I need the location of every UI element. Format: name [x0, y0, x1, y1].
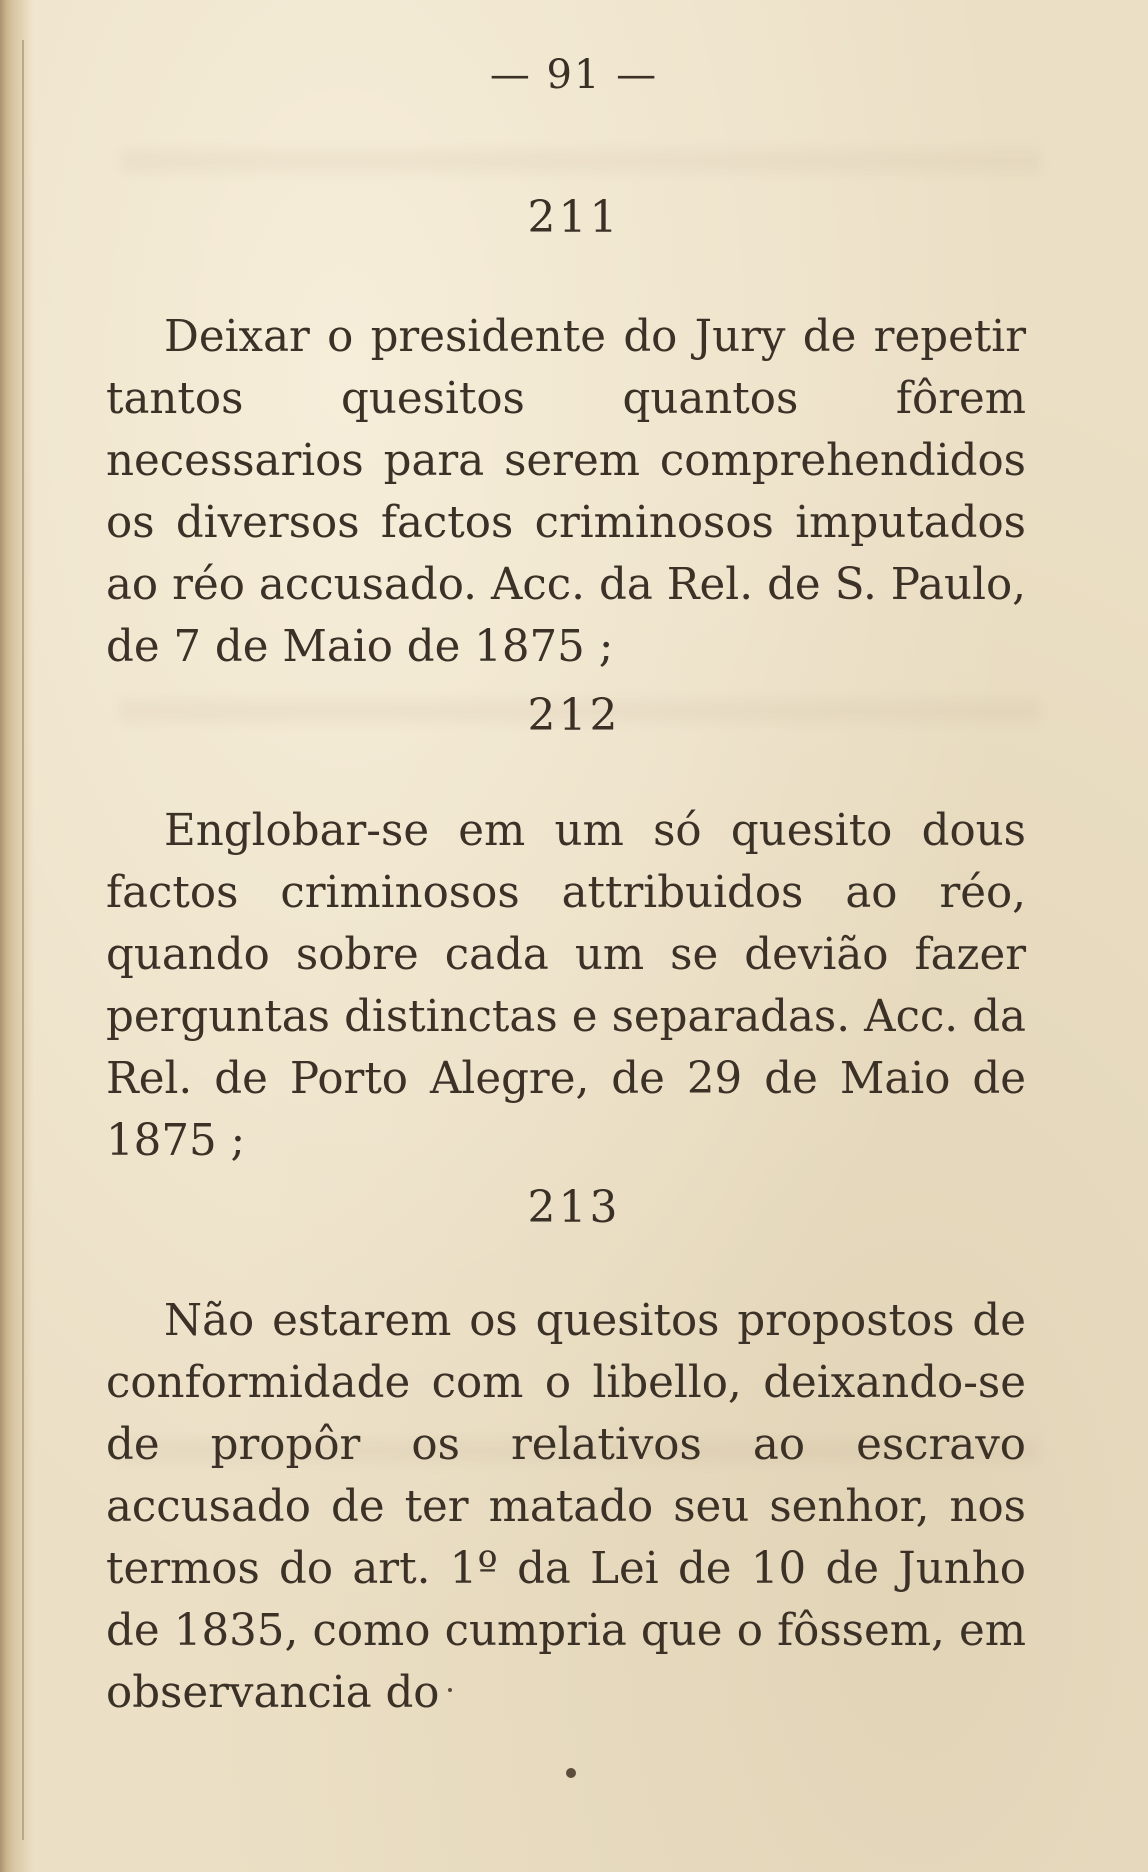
binding-shadow-line: [22, 40, 24, 1840]
entry-number-213: 213: [527, 1182, 621, 1233]
show-through-shading: [120, 150, 1040, 172]
entry-number-211: 211: [527, 192, 621, 243]
entry-text-212: Englobar-se em um só quesito dous factos criminosos attribuidos ao réo, quando sobre cada um se devião fazer perguntas distinctas e separadas. Acc. da Rel. de Porto Alegre, de 29 de Maio de 1875 ;: [106, 806, 1026, 1166]
entry-text-211: Deixar o presidente do Jury de repetir tantos quesitos quantos fôrem necessarios para serem comprehendidos os diversos factos criminosos imputados ao réo accusado. Acc. da Rel. de S. Paulo, de 7 de Maio de 1875 ;: [106, 312, 1026, 672]
ink-speck: [566, 1768, 576, 1778]
entry-number-212: 212: [527, 690, 621, 741]
entry-text-213: Não estarem os quesitos propostos de conformidade com o libello, deixando-se de propôr os relativos ao escravo accusado de ter matado seu senhor, nos termos do art. 1º da Lei de 10 de Junho de 1835, como cumpria que o fôssem, em observancia do: [106, 1296, 1026, 1718]
ink-speck: [448, 1688, 452, 1692]
page-binding-edge: [0, 0, 34, 1872]
page-number: — 91 —: [489, 52, 659, 98]
